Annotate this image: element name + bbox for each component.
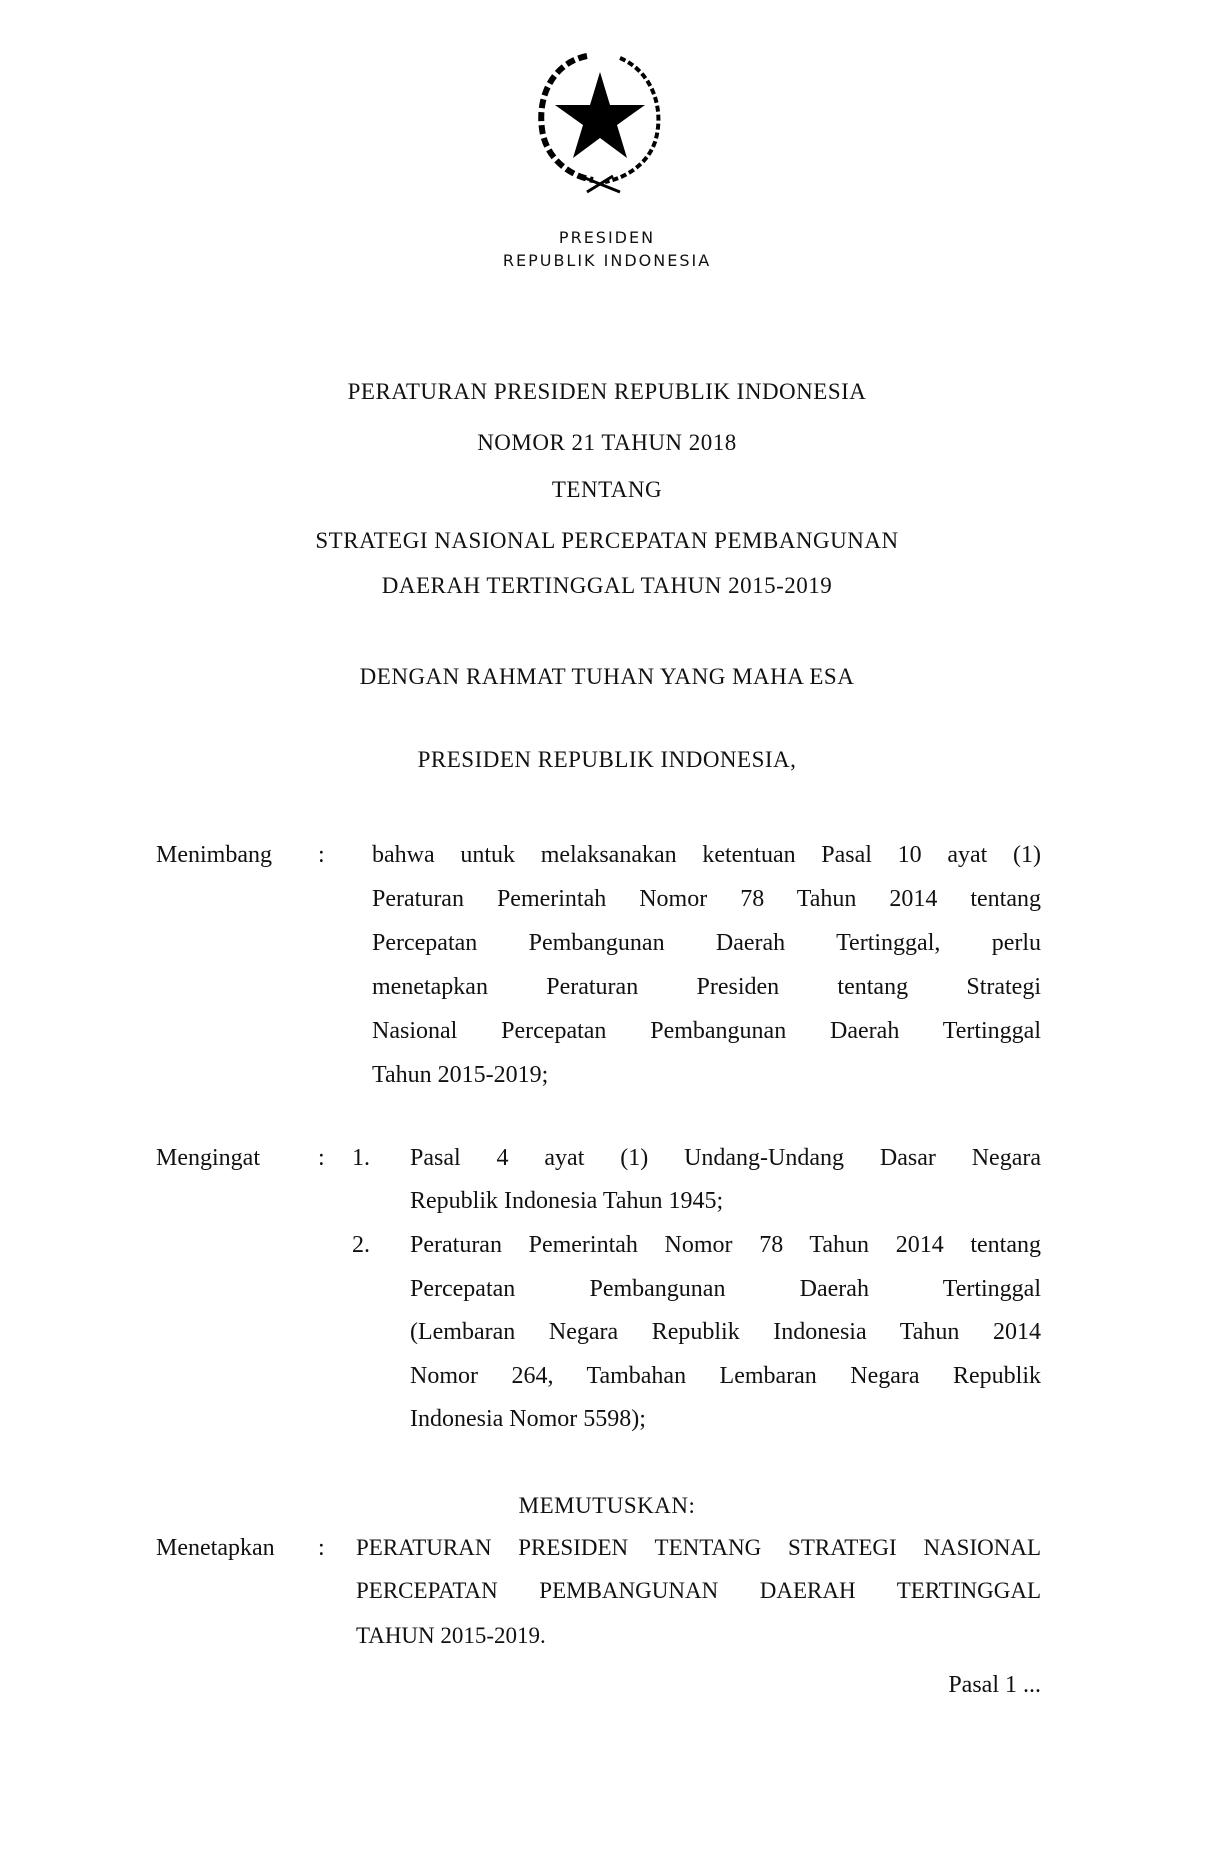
menimbang-line: Nasional Percepatan Pembangunan Daerah Tertinggal	[372, 1018, 1041, 1044]
mengingat-label: Mengingat	[156, 1145, 260, 1171]
star-icon	[555, 72, 645, 158]
mengingat-line: Republik Indonesia Tahun 1945;	[410, 1188, 724, 1214]
next-page-marker: Pasal 1 ...	[948, 1672, 1041, 1698]
menimbang-line: menetapkan Peraturan Presiden tentang Strategi	[372, 974, 1041, 1000]
menetapkan-colon: :	[318, 1535, 325, 1561]
menetapkan-label: Menetapkan	[156, 1535, 275, 1561]
menetapkan-line: TAHUN 2015-2019.	[356, 1623, 546, 1648]
mengingat-line: Indonesia Nomor 5598);	[410, 1406, 646, 1432]
menimbang-label: Menimbang	[156, 842, 272, 868]
title-line: NOMOR 21 TAHUN 2018	[477, 430, 737, 455]
invocation: DENGAN RAHMAT TUHAN YANG MAHA ESA	[359, 664, 855, 689]
mengingat-line: Peraturan Pemerintah Nomor 78 Tahun 2014 tentang	[410, 1232, 1041, 1258]
title-line: PERATURAN PRESIDEN REPUBLIK INDONESIA	[347, 379, 867, 404]
menimbang-line: Tahun 2015-2019;	[372, 1062, 549, 1088]
mengingat-line: (Lembaran Negara Republik Indonesia Tahun 2014	[410, 1319, 1041, 1345]
mengingat-line: Pasal 4 ayat (1) Undang-Undang Dasar Negara	[410, 1145, 1041, 1171]
mengingat-line: Percepatan Pembangunan Daerah Tertinggal	[410, 1276, 1041, 1302]
menetapkan-line: PERCEPATAN PEMBANGUNAN DAERAH TERTINGGAL	[356, 1578, 1041, 1603]
menetapkan-line: PERATURAN PRESIDEN TENTANG STRATEGI NASIONAL	[356, 1535, 1041, 1560]
menimbang-line: Peraturan Pemerintah Nomor 78 Tahun 2014 tentang	[372, 886, 1041, 912]
presidential-emblem	[525, 50, 675, 195]
menimbang-line: bahwa untuk melaksanakan ketentuan Pasal 10 ayat (1)	[372, 842, 1041, 868]
issuer: PRESIDEN REPUBLIK INDONESIA,	[417, 747, 797, 772]
menimbang-line: Percepatan Pembangunan Daerah Tertinggal, perlu	[372, 930, 1041, 956]
mengingat-line: Nomor 264, Tambahan Lembaran Negara Republik	[410, 1363, 1041, 1389]
mengingat-item-number: 2.	[352, 1232, 370, 1258]
mengingat-item-number: 1.	[352, 1145, 370, 1171]
title-line: DAERAH TERTINGGAL TAHUN 2015-2019	[381, 573, 833, 598]
mengingat-colon: :	[318, 1145, 325, 1171]
memutuskan-heading: MEMUTUSKAN:	[518, 1493, 696, 1518]
letterhead-republik: REPUBLIK INDONESIA	[502, 251, 712, 270]
letterhead-presiden: PRESIDEN	[558, 228, 656, 247]
menimbang-colon: :	[318, 842, 325, 868]
title-line: STRATEGI NASIONAL PERCEPATAN PEMBANGUNAN	[315, 528, 899, 553]
title-line: TENTANG	[551, 477, 663, 502]
